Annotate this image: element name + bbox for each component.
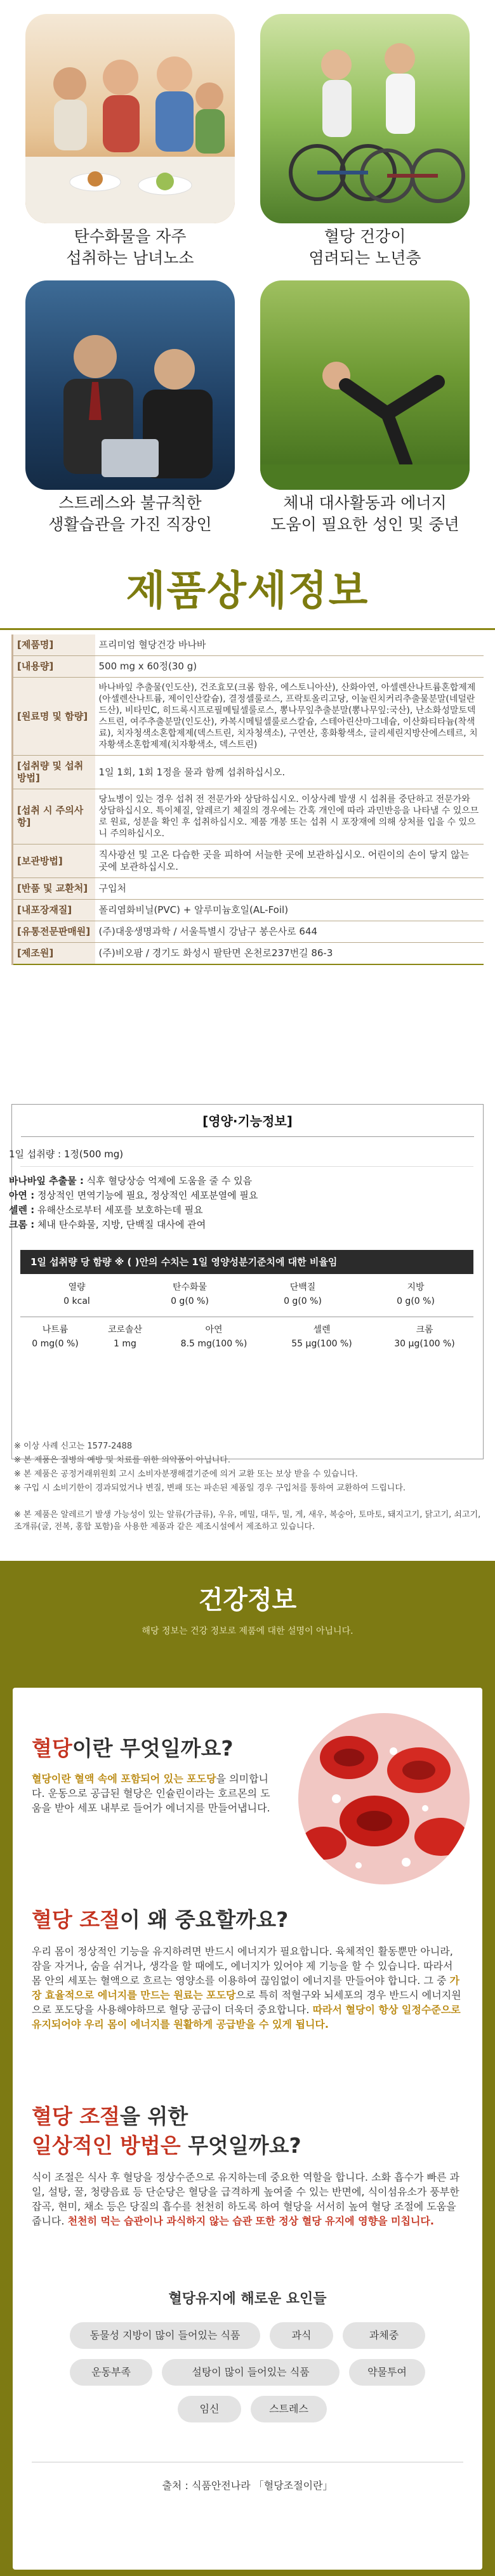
- table-row: [13, 634, 484, 656]
- spec-value: (주)대웅생명과학 / 서울특별시 강남구 봉은사로 644: [95, 921, 484, 943]
- note-line: ※ 본 제품은 공정거래위원회 고시 소비자분쟁해결기준에 의거 교환 또는 보상 받을 수 있습니다.: [14, 1469, 358, 1479]
- office-illustration: [25, 280, 235, 490]
- factors-title: 혈당유지에 해로운 요인들: [168, 2291, 327, 2307]
- function-item: 바나바잎 추출물 : 식후 혈당상승 억제에 도움을 줄 수 있음: [9, 1175, 253, 1186]
- photo-caption: 탄수화물을 자주 섭취하는 남녀노소: [66, 227, 194, 267]
- spec-value: 1일 1회, 1회 1정을 물과 함께 섭취하십시오.: [95, 756, 484, 789]
- nutrient-cell: 코로솔산 1 mg: [107, 1325, 143, 1349]
- table-row: [13, 756, 484, 789]
- nutrition-title: [영양·기능정보]: [202, 1114, 293, 1129]
- spec-label: [제조원]: [13, 943, 95, 965]
- spec-table: [11, 634, 484, 965]
- spec-label: [내용량]: [13, 656, 95, 678]
- spec-value: 당뇨병이 있는 경우 섭취 전 전문가와 상담하십시오. 이상사례 발생 시 섭취를 중단하고 전문가와 상담하십시오. 특이체질, 알레르기 체질의 경우에는 간혹 개인에 따라 과민반응을 나타낼 수 있으므로 원료, 성분을 확인 후 섭취하십시오. 제품 개봉 또는 섭취 시 포장재에 의해 상처를 입을 수 있으니 주의하십시오.: [95, 789, 484, 844]
- spec-label: [유통전문판매원]: [13, 921, 95, 943]
- factor-chip: 과식: [270, 2322, 333, 2349]
- spec-value: 구입처: [95, 878, 484, 900]
- nutrient-cell: 크롬 30 μg(100 %): [394, 1325, 455, 1349]
- function-item: 아연 : 정상적인 면역기능에 필요, 정상적인 세포분열에 필요: [9, 1190, 258, 1201]
- cycling-illustration: [260, 14, 470, 223]
- table-row: [13, 656, 484, 678]
- note-line: ※ 본 제품은 알레르기 발생 가능성이 있는 알류(가금류), 우유, 메밀, 대두, 밀, 게, 새우, 복숭아, 토마토, 돼지고기, 닭고기, 쇠고기, 조개류(굴, 전복, 홍합 포함)을 사용한 제품과 같은 제조시설에서 제조하고 있습니다.: [14, 1510, 481, 1532]
- spec-label: [섭취량 및 섭취방법]: [13, 756, 95, 789]
- spec-label: [내포장재질]: [13, 900, 95, 921]
- nutrition-table-header: 1일 섭취량 당 함량 ※ ( )안의 수치는 1일 영양성분기준치에 대한 비율임: [20, 1250, 473, 1274]
- nutrient-cell: 셀렌 55 μg(100 %): [291, 1325, 352, 1349]
- question-heading: 혈당 조절이 왜 중요할까요?: [32, 1907, 289, 1932]
- table-row: [13, 789, 484, 844]
- spec-value: (주)비오팜 / 경기도 화성시 팔탄면 온천로237번길 86-3: [95, 943, 484, 965]
- note-line: ※ 본 제품은 질병의 예방 및 치료를 위한 의약품이 아닙니다.: [14, 1456, 231, 1465]
- table-row: [13, 900, 484, 921]
- spec-label: [보관방법]: [13, 844, 95, 878]
- table-row: [13, 921, 484, 943]
- spec-label: [제품명]: [13, 634, 95, 656]
- spec-label: [원료명 및 함량]: [13, 678, 95, 756]
- photo-woman-stretching: [260, 280, 470, 490]
- nutrient-cell: 단백질 0 g(0 %): [284, 1282, 322, 1306]
- spec-value: 프리미엄 혈당건강 바나바: [95, 634, 484, 656]
- photo-caption: 체내 대사활동과 에너지 도움이 필요한 성인 및 중년: [270, 494, 459, 534]
- factor-chip: 설탕이 많이 들어있는 식품: [162, 2359, 340, 2386]
- factor-chip: 과체중: [343, 2322, 425, 2349]
- photo-family-meal: [25, 14, 235, 223]
- note-line: ※ 구입 시 소비기한이 경과되었거나 변질, 변패 또는 파손된 제품일 경우 구입처를 통하여 교환하여 드립니다.: [14, 1483, 406, 1493]
- title-divider: [0, 628, 495, 630]
- question-heading: 혈당 조절을 위한: [32, 2104, 188, 2129]
- function-item: 셀렌 : 유해산소로부터 세포를 보호하는데 필요: [9, 1204, 203, 1216]
- note-line: ※ 이상 사례 신고는 1577-2488: [14, 1442, 133, 1451]
- divider: [20, 1166, 473, 1167]
- question-heading: 일상적인 방법은 무엇일까요?: [32, 2133, 301, 2158]
- nutrient-cell: 지방 0 g(0 %): [397, 1282, 435, 1306]
- family-illustration: [25, 14, 235, 223]
- divider: [21, 1136, 474, 1137]
- factor-chip: 운동부족: [70, 2359, 152, 2386]
- function-item: 크롬 : 체내 탄수화물, 지방, 단백질 대사에 관여: [9, 1219, 206, 1230]
- question-heading: 혈당이란 무엇일까요?: [32, 1736, 234, 1761]
- spec-label: [섭취 시 주의사항]: [13, 789, 95, 844]
- nutrient-cell: 탄수화물 0 g(0 %): [171, 1282, 209, 1306]
- factor-chip: 스트레스: [251, 2396, 327, 2422]
- spec-value: 500 mg x 60정(30 g): [95, 656, 484, 678]
- photo-caption: 혈당 건강이 염려되는 노년층: [308, 227, 421, 267]
- nutrient-cell: 나트륨 0 mg(0 %): [32, 1325, 79, 1349]
- table-row: [13, 943, 484, 965]
- health-subtitle: 해당 정보는 건강 정보로 제품에 대한 설명이 아닙니다.: [142, 1626, 353, 1636]
- source-note: 출처 : 식품안전나라 「혈당조절이란」: [162, 2480, 333, 2492]
- photo-seniors-cycling: [260, 14, 470, 223]
- stretching-illustration: [260, 280, 470, 490]
- spec-value: 바나바잎 추출물(인도산), 건조효모(크롬 함유, 에스토니아산), 산화아연, 아셀렌산나트륨혼합제제(아셀렌산나트륨, 제이인산칼슘), 결정셀룰로스, 프락토올리고당, 이눌린치커리추출물분말(네덜란드산), 비타민C, 히드록시프로필메틸셀룰로스, 뽕나무잎추출분말(뽕나무잎:국산), 난소화성말토덱스트린, 여주추출분말(인도산), 카복시메틸셀룰로스칼슘, 스테아린산마그네슘, 이산화티타늄(착색료), 치자청색소혼합제제(덱스트린, 치자청색소), 구연산, 홍화황색소, 글리세린지방산에스테르, 치자황색소혼합제제(치자황색소, 덱스트린): [95, 678, 484, 756]
- table-row: [13, 878, 484, 900]
- health-title: 건강정보: [198, 1586, 297, 1615]
- spec-label: [반품 및 교환처]: [13, 878, 95, 900]
- factor-chip: 약물투여: [349, 2359, 425, 2386]
- factor-chip: 동물성 지방이 많이 들어있는 식품: [70, 2322, 260, 2349]
- blood-cells-image: [298, 1713, 470, 1884]
- serving-size: 1일 섭취량 : 1정(500 mg): [9, 1148, 124, 1160]
- paragraph: 식이 조절은 식사 후 혈당을 정상수준으로 유지하는데 중요한 역할을 합니다. 소화 흡수가 빠른 과일, 설탕, 꿀, 청량음료 등 단순당은 혈당을 급격하게 높여줄 수 있는 반면에, 식이섬유소가 풍부한 잡곡, 현미, 채소 등은 당질의 흡수를 천천히 하도록 하여 혈당을 서서히 높여 혈당 조절에 도움을 줍니다. 천천히 먹는 습관이나 과식하지 않는 습관 또한 정상 혈당 유지에 영향을 미칩니다.: [32, 2171, 459, 2227]
- table-row: [13, 678, 484, 756]
- spec-value: 직사광선 및 고온 다습한 곳을 피하여 서늘한 곳에 보관하십시오. 어린이의 손이 닿지 않는 곳에 보관하십시오.: [95, 844, 484, 878]
- paragraph: 혈당이란 혈액 속에 포함되어 있는 포도당을 의미합니다. 운동으로 공급된 혈당은 인슐린이라는 호르몬의 도움을 받아 세포 내부로 들어가 에너지를 만들어냅니다.: [32, 1773, 270, 1814]
- table-row: [13, 844, 484, 878]
- spec-value: 폴리염화비닐(PVC) + 알루미늄호일(AL-Foil): [95, 900, 484, 921]
- photo-caption: 스트레스와 불규칙한 생활습관을 가진 직장인: [48, 494, 212, 534]
- photo-office-workers: [25, 280, 235, 490]
- paragraph: 우리 몸이 정상적인 기능을 유지하려면 반드시 에너지가 필요합니다. 육체적인 활동뿐만 아니라, 잠을 자거나, 숨을 쉬거나, 생각을 할 때에도, 에너지가 있어야 제 기능을 할 수 있습니다. 따라서 몸 안의 세포는 혈액으로 흐르는 영양소를 이용하여 끊임없이 에너지를 만들어야 합니다. 그 중 가장 효율적으로 에너지를 만드는 원료는 포도당으로 특히 적혈구와 뇌세포의 경우 반드시 에너지원으로 포도당을 사용해야하므로 혈당 공급이 더욱더 중요합니다. 따라서 혈당이 항상 일정수준으로 유지되어야 우리 몸이 에너지를 원활하게 공급받을 수 있게 됩니다.: [32, 1945, 461, 2030]
- page-title: 제품상세정보: [126, 568, 369, 615]
- nutrient-cell: 아연 8.5 mg(100 %): [180, 1325, 248, 1349]
- factor-chip: 임신: [178, 2396, 241, 2422]
- nutrient-cell: 열량 0 kcal: [63, 1282, 90, 1306]
